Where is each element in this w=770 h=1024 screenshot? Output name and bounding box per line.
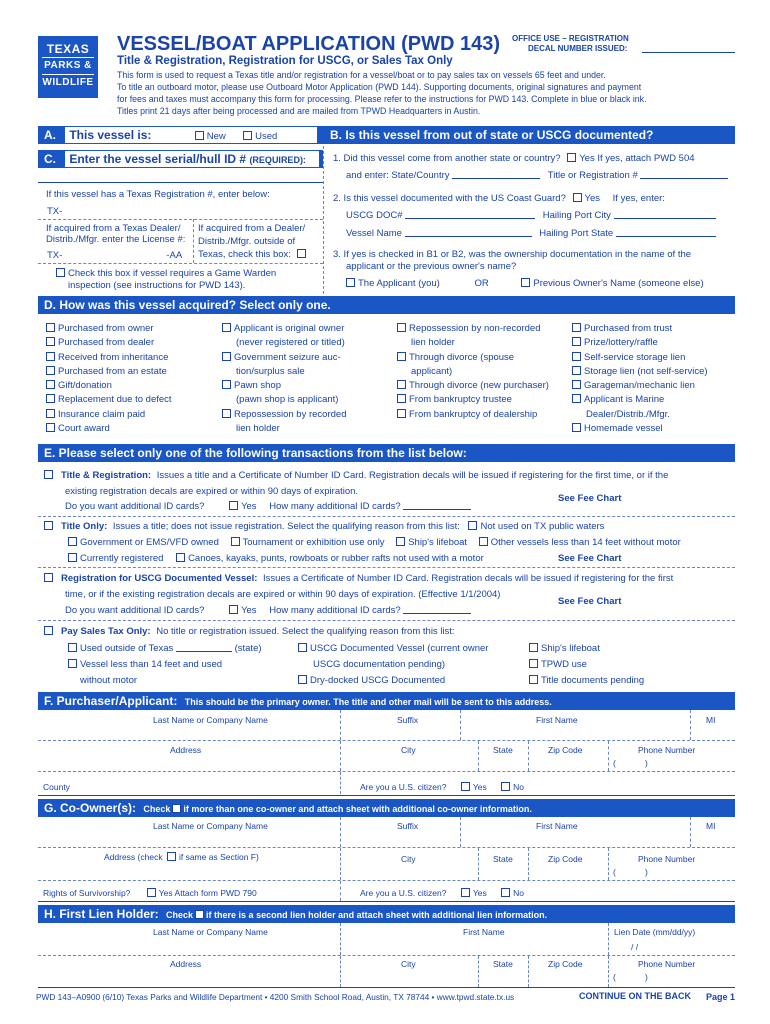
t1-id-cards-row: Do you want additional ID cards? Yes How many additional ID cards? — [65, 501, 471, 512]
dry-docked-checkbox[interactable] — [298, 675, 307, 684]
dealer-label-2: Distrib./Mfgr. enter the License #: — [46, 234, 186, 245]
decal-number-line[interactable] — [642, 52, 735, 53]
acquired-option-checkbox[interactable] — [46, 409, 55, 418]
acq-marine-dealer[interactable]: Applicant is Marine — [572, 393, 708, 407]
acquired-column-2: Applicant is original owner (never registered or titled) Government seizure auc- tion/surplus sale Pawn shop (pawn shop is applicant) Repossession by recorded lien holder — [222, 322, 346, 436]
b3-options: The Applicant (you) OR Previous Owner's Name (someone else) — [346, 278, 704, 289]
outside-dealer-label-1: If acquired from a Dealer/ — [198, 223, 306, 234]
t4-lifeboat-checkbox[interactable] — [529, 643, 538, 652]
t1-id-cards-yes-checkbox[interactable] — [229, 501, 238, 510]
dealer-license-input[interactable]: TX- -AA — [47, 250, 183, 261]
t3-id-cards-row: Do you want additional ID cards? Yes How many additional ID cards? — [65, 605, 471, 616]
f-last-name-label: Last Name or Company Name — [153, 715, 268, 725]
f-citizen-yes-checkbox[interactable] — [461, 782, 470, 791]
section-h-title: H. First Lien Holder: — [44, 907, 159, 921]
g-city-label: City — [401, 854, 416, 864]
b2-question: 2. Is this vessel documented with the US Coast Guard? Yes If yes, enter: — [333, 193, 665, 204]
f-county-label: County — [43, 782, 70, 792]
g-first-name-label: First Name — [536, 821, 578, 831]
acq-repossession-recorded[interactable]: Repossession by recorded — [222, 408, 346, 422]
logo-line-2: PARKS & — [44, 60, 92, 71]
f-address-label: Address — [170, 745, 202, 755]
section-f-note: This should be the primary owner. The title and other mail will be sent to this address. — [184, 697, 552, 707]
section-c-bar: C. Enter the vessel serial/hull ID # (REQUIRED): — [38, 150, 323, 168]
logo-line-1: TEXAS — [46, 42, 90, 56]
title-registration-desc: existing registration decals are expired or within 90 days of expiration. — [65, 486, 359, 497]
vessel-used-option[interactable]: Used — [243, 131, 277, 142]
section-c-box: Enter the vessel serial/hull ID # (REQUIRED): — [65, 151, 319, 167]
h-lien-date-input[interactable]: / / — [631, 942, 639, 952]
uscg-documented-checkbox[interactable] — [298, 643, 307, 652]
office-use-label: OFFICE USE – REGISTRATION — [512, 34, 629, 43]
g-address-input[interactable] — [38, 880, 735, 881]
acquired-option[interactable]: Insurance claim paid — [46, 408, 172, 422]
g-survivorship-checkbox[interactable] — [147, 888, 156, 897]
f-city-label: City — [401, 745, 416, 755]
section-f-bar — [38, 692, 735, 710]
acq-original-owner[interactable]: Applicant is original owner — [222, 322, 346, 336]
acquired-option[interactable]: Received from inheritance — [46, 351, 172, 365]
acq-pawn-shop[interactable]: Pawn shop — [222, 379, 346, 393]
g-citizen-no-checkbox[interactable] — [501, 888, 510, 897]
acquired-option[interactable]: Court award — [46, 422, 172, 436]
b1-question: 1. Did this vessel come from another state or country? Yes If yes, attach PWD 504 — [333, 153, 695, 164]
canoes-checkbox[interactable] — [176, 553, 185, 562]
g-same-address-checkbox[interactable] — [167, 852, 176, 861]
f-mi-label: MI — [706, 715, 716, 725]
f-phone-label: Phone Number — [638, 745, 696, 755]
sales-tax-option: Pay Sales Tax Only: No title or registration issued. Select the qualifying reason from this list: — [44, 626, 455, 637]
h-address-label: Address — [170, 959, 202, 969]
vessel-used-checkbox[interactable] — [243, 131, 252, 140]
intro-line-4: Titles print 21 days after being processed and are mailed from TPWD Headquarters in Austin. — [117, 106, 481, 116]
title-only-checkbox[interactable] — [44, 521, 53, 530]
uscg-pending-note: USCG documentation pending) — [313, 659, 446, 670]
dealer-label-1: If acquired from a Texas Dealer/ — [46, 223, 181, 234]
g-more-coowners-checkbox[interactable] — [172, 804, 181, 813]
vessel-name-input[interactable] — [405, 228, 532, 237]
h-phone-label: Phone Number — [638, 959, 696, 969]
outside-texas-state-input[interactable] — [176, 643, 232, 652]
sales-tax-checkbox[interactable] — [44, 626, 53, 635]
acq-storage-lien[interactable]: Storage lien (not self-service) — [572, 365, 708, 379]
section-g-bar: G. Co-Owner(s): Check if more than one co-owner and attach sheet with additional co-owner information. — [38, 799, 735, 817]
h-city-label: City — [401, 959, 416, 969]
title-only-reasons-2: Currently registered Canoes, kayaks, punts, rowboats or rubber rafts not used with a motor — [68, 553, 484, 564]
g-mi-label: MI — [706, 821, 716, 831]
b1-state-row: and enter: State/Country Title or Registration # — [346, 170, 728, 181]
tpwd-use-row: TPWD use — [529, 659, 587, 670]
hailing-port-city-input[interactable] — [614, 210, 716, 219]
h-last-name-label: Last Name or Company Name — [153, 927, 268, 937]
acquired-option[interactable]: Purchased from owner — [46, 322, 172, 336]
acquired-option[interactable]: Purchased from dealer — [46, 336, 172, 350]
outside-texas-checkbox[interactable] — [68, 643, 77, 652]
h-first-name-label: First Name — [463, 927, 505, 937]
fee-chart-link-3[interactable]: See Fee Chart — [558, 596, 622, 607]
tpwd-use-checkbox[interactable] — [529, 659, 538, 668]
acq-divorce-purchaser[interactable]: Through divorce (new purchaser) — [397, 379, 549, 393]
section-a-letter: A. — [44, 128, 56, 142]
section-d-bar — [38, 296, 735, 314]
serial-hull-input[interactable] — [38, 182, 323, 183]
section-a-label: This vessel is: — [69, 128, 152, 142]
acq-bankruptcy-trustee[interactable]: From bankruptcy trustee — [397, 393, 549, 407]
h-zip-label: Zip Code — [548, 959, 583, 969]
intro-line-3: for fees and taxes must accompany this form for processing. Please refer to the instructions for PWD 143. Complete in blue or black ink. — [117, 94, 647, 104]
g-phone-label: Phone Number — [638, 854, 696, 864]
acq-self-storage[interactable]: Self-service storage lien — [572, 351, 708, 365]
section-e-bar — [38, 444, 735, 462]
page-title: VESSEL/BOAT APPLICATION (PWD 143) — [117, 33, 500, 55]
b3-question-line-2: applicant or the previous owner's name? — [346, 261, 517, 272]
t4-lifeboat-row: Ship's lifeboat — [529, 643, 600, 654]
acquired-option-checkbox[interactable] — [46, 337, 55, 346]
hailing-port-state-input[interactable] — [616, 228, 716, 237]
title-only-reasons-1: Government or EMS/VFD owned Tournament or exhibition use only Ship's lifeboat Other vessels less than 14 feet without motor — [68, 537, 681, 548]
applicant-checkbox[interactable] — [346, 278, 355, 287]
g-state-label: State — [493, 854, 513, 864]
not-used-tx-checkbox[interactable] — [468, 521, 477, 530]
less-14-feet-checkbox[interactable] — [68, 659, 77, 668]
acq-bankruptcy-dealership[interactable]: From bankruptcy of dealership — [397, 408, 549, 422]
title-registration-option: Title & Registration: Issues a title and a Certificate of Number ID Card. Registration decals will be issued if registering for the first time, or if the — [44, 470, 668, 481]
less-14-feet-row: Vessel less than 14 feet and used — [68, 659, 222, 670]
f-suffix-label: Suffix — [397, 715, 419, 725]
f-state-label: State — [493, 745, 513, 755]
warden-row: Check this box if vessel requires a Game Warden — [56, 268, 276, 279]
tx-registration-label: If this vessel has a Texas Registration #, enter below: — [46, 189, 270, 200]
acq-repossession-nonrecorded[interactable]: Repossession by non-recorded — [397, 322, 549, 336]
logo-line-3: WILDLIFE — [42, 77, 94, 88]
game-warden-checkbox[interactable] — [56, 268, 65, 277]
vessel-new-option[interactable]: New — [195, 131, 226, 142]
other-vessels-checkbox[interactable] — [479, 537, 488, 546]
f-address-input[interactable] — [38, 771, 735, 772]
footer-text: PWD 143–A0900 (6/10) Texas Parks and Wildlife Department • 4200 Smith School Road, Austin, TX 78744 • www.tpwd.state.tx.us — [36, 992, 515, 1002]
uscg-doc-input[interactable] — [405, 210, 535, 219]
warden-note: inspection (see instructions for PWD 143). — [68, 280, 246, 291]
intro-line-1: This form is used to request a Texas title and/or registration for a vessel/boat or to pay sales tax on vessels 65 feet and under. — [117, 70, 606, 80]
section-g-note: if more than one co-owner and attach sheet with additional co-owner information. — [183, 804, 532, 814]
section-f-title: F. Purchaser/Applicant: — [44, 694, 178, 708]
acq-homemade[interactable]: Homemade vessel — [572, 422, 708, 436]
vessel-name-row: Vessel Name Hailing Port State — [346, 228, 716, 239]
g-address-label: Address (check if same as Section F) — [104, 852, 259, 862]
t2-lifeboat-checkbox[interactable] — [396, 537, 405, 546]
title-registration-checkbox[interactable] — [44, 470, 53, 479]
section-h-note: if there is a second lien holder and attach sheet with additional lien information. — [206, 910, 548, 920]
gov-ems-checkbox[interactable] — [68, 537, 77, 546]
outside-dealer-row: Texas, check this box: — [198, 249, 309, 260]
uscg-registration-desc: time, or if the existing registration decals are expired or within 90 days of expiration. (Effective 1/1/2004) — [65, 589, 501, 600]
h-address-input[interactable] — [38, 987, 735, 988]
g-zip-label: Zip Code — [548, 854, 583, 864]
outside-dealer-label-2: Distrib./Mfgr. outside of — [198, 236, 296, 247]
b2-yes-checkbox[interactable] — [573, 193, 582, 202]
acquired-option-checkbox[interactable] — [46, 380, 55, 389]
uscg-doc-row: USCG DOC# Hailing Port City — [346, 210, 716, 221]
currently-registered-checkbox[interactable] — [68, 553, 77, 562]
g-name-input[interactable] — [38, 847, 735, 848]
b3-question-line-1: 3. If yes is checked in B1 or B2, was the ownership documentation in the name of the — [333, 249, 692, 260]
f-zip-label: Zip Code — [548, 745, 583, 755]
g-citizen-row: Are you a U.S. citizen? Yes No — [360, 888, 524, 898]
f-citizen-row: Are you a U.S. citizen? Yes No — [360, 782, 524, 792]
acq-trust[interactable]: Purchased from trust — [572, 322, 708, 336]
outside-texas-row: Used outside of Texas (state) — [68, 643, 262, 654]
acquired-column-4: Purchased from trust Prize/lottery/raffle Self-service storage lien Storage lien (not self-service) Garageman/mechanic lien Applicant is Marine Dealer/Distrib./Mfgr. Homemade vessel — [572, 322, 708, 436]
fee-chart-link-2[interactable]: See Fee Chart — [558, 553, 622, 564]
t3-id-cards-yes-checkbox[interactable] — [229, 605, 238, 614]
acquired-option-checkbox[interactable] — [46, 352, 55, 361]
h-lien-date-label: Lien Date (mm/dd/yy) — [614, 927, 696, 937]
acquired-option-checkbox[interactable] — [46, 394, 55, 403]
f-name-input[interactable] — [38, 740, 735, 741]
section-c-label: Enter the vessel serial/hull ID # — [69, 152, 247, 166]
uscg-registration-option: Registration for USCG Documented Vessel: Issues a Certificate of Number ID Card. Registration decals will be issued if registering for the first — [44, 573, 673, 584]
page-subtitle: Title & Registration, Registration for USCG, or Sales Tax Only — [117, 55, 453, 67]
uscg-pending-row: USCG Documented Vessel (current owner — [298, 643, 488, 654]
acquired-option-checkbox[interactable] — [46, 323, 55, 332]
outside-dealer-checkbox[interactable] — [297, 249, 306, 258]
tournament-checkbox[interactable] — [231, 537, 240, 546]
previous-owner-checkbox[interactable] — [521, 278, 530, 287]
title-docs-pending-checkbox[interactable] — [529, 675, 538, 684]
b1-yes-checkbox[interactable] — [567, 153, 576, 162]
acq-garageman[interactable]: Garageman/mechanic lien — [572, 379, 708, 393]
acquired-column-3: Repossession by non-recorded lien holder Through divorce (spouse applicant) Through divorce (new purchaser) From bankruptcy trustee From bankruptcy of dealership — [397, 322, 549, 422]
h-second-lien-checkbox[interactable] — [195, 910, 204, 919]
acquired-option-checkbox[interactable] — [46, 423, 55, 432]
acq-prize[interactable]: Prize/lottery/raffle — [572, 336, 708, 350]
continue-on-back: CONTINUE ON THE BACK — [579, 991, 691, 1001]
state-country-input[interactable] — [452, 170, 540, 179]
uscg-registration-checkbox[interactable] — [44, 573, 53, 582]
section-e-title: E. Please select only one of the following transactions from the list below: — [44, 446, 467, 460]
acquired-option[interactable]: Replacement due to defect — [46, 393, 172, 407]
fee-chart-link-1[interactable]: See Fee Chart — [558, 493, 622, 504]
acquired-option[interactable]: Purchased from an estate — [46, 365, 172, 379]
decal-issued-label: DECAL NUMBER ISSUED: — [528, 44, 628, 53]
title-registration-input[interactable] — [640, 170, 728, 179]
acquired-option-checkbox[interactable] — [46, 366, 55, 375]
t3-id-cards-count-input[interactable] — [403, 605, 471, 614]
acquired-column-1 — [46, 322, 172, 436]
section-h-bar: H. First Lien Holder: Check if there is a second lien holder and attach sheet with additional lien information. — [38, 905, 735, 923]
section-d-title: D. How was this vessel acquired? Select only one. — [44, 298, 331, 312]
g-citizen-yes-checkbox[interactable] — [461, 888, 470, 897]
less-14-feet-note: without motor — [80, 675, 138, 686]
section-g-title: G. Co-Owner(s): — [44, 801, 136, 815]
h-state-label: State — [493, 959, 513, 969]
f-first-name-label: First Name — [536, 715, 578, 725]
g-suffix-label: Suffix — [397, 821, 419, 831]
vessel-new-checkbox[interactable] — [195, 131, 204, 140]
h-name-input[interactable] — [38, 955, 735, 956]
intro-line-2: To title an outboard motor, please use Outboard Motor Application (PWD 144). Supporting documents, original signatures and payment — [117, 82, 642, 92]
g-last-name-label: Last Name or Company Name — [153, 821, 268, 831]
tpwd-logo — [38, 36, 98, 98]
f-citizen-no-checkbox[interactable] — [501, 782, 510, 791]
t1-id-cards-count-input[interactable] — [403, 501, 471, 510]
section-a-box — [65, 127, 317, 143]
page-number: Page 1 — [706, 992, 736, 1002]
acq-divorce-spouse[interactable]: Through divorce (spouse — [397, 351, 549, 365]
dry-docked-row: Dry-docked USCG Documented — [298, 675, 445, 686]
acquired-option[interactable]: Gift/donation — [46, 379, 172, 393]
title-docs-pending-row: Title documents pending — [529, 675, 644, 686]
acq-government-seizure[interactable]: Government seizure auc- — [222, 351, 346, 365]
title-only-option: Title Only: Issues a title; does not issue registration. Select the qualifying reason from this list: Not used on TX public waters — [44, 521, 604, 532]
g-survivorship-row: Rights of Survivorship? Yes Attach form PWD 790 — [43, 888, 257, 898]
section-b-title: B. Is this vessel from out of state or USCG documented? — [330, 128, 654, 142]
tx-registration-input[interactable]: TX- — [47, 206, 63, 217]
section-ab-bar — [38, 126, 735, 144]
